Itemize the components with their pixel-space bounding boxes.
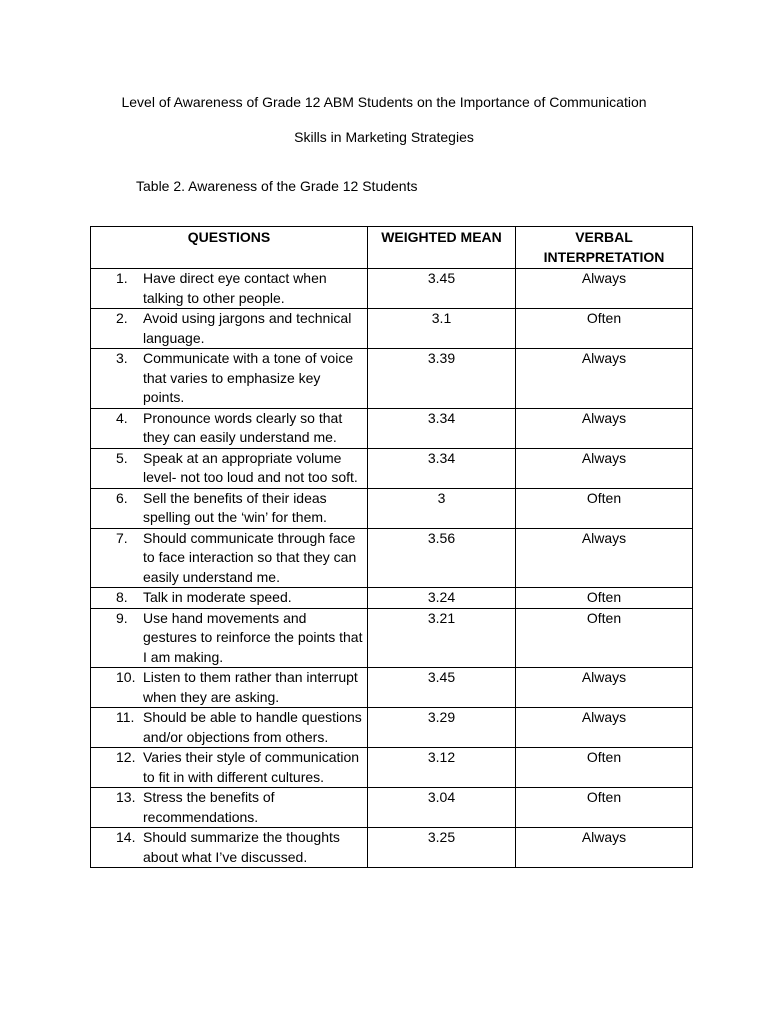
verbal-interpretation-cell: Always bbox=[516, 828, 693, 868]
table-caption: Table 2. Awareness of the Grade 12 Students bbox=[136, 178, 418, 194]
question-cell bbox=[91, 588, 368, 609]
question-number: 4. bbox=[116, 409, 128, 426]
question-item bbox=[91, 588, 367, 608]
question-cell bbox=[91, 528, 368, 588]
table-row bbox=[91, 349, 693, 409]
question-item bbox=[91, 668, 367, 707]
weighted-mean-cell: 3.56 bbox=[368, 528, 516, 588]
verbal-interpretation-cell: Often bbox=[516, 488, 693, 528]
header-verbal-interpretation: VERBAL INTERPRETATION bbox=[516, 227, 693, 269]
question-cell bbox=[91, 828, 368, 868]
question-item bbox=[91, 529, 367, 588]
weighted-mean-cell: 3.45 bbox=[368, 269, 516, 309]
question-number: 11. bbox=[116, 709, 135, 725]
weighted-mean-cell: 3.34 bbox=[368, 408, 516, 448]
question-number: 2. bbox=[116, 310, 128, 326]
table-row bbox=[91, 408, 693, 448]
question-number: 12. bbox=[116, 749, 136, 765]
question-item bbox=[91, 409, 367, 448]
question-cell bbox=[91, 448, 368, 488]
question-cell bbox=[91, 269, 368, 309]
table-row bbox=[91, 528, 693, 588]
question-number: 8. bbox=[116, 589, 128, 605]
verbal-interpretation-cell: Always bbox=[516, 708, 693, 748]
question-cell bbox=[91, 708, 368, 748]
table-row bbox=[91, 748, 693, 788]
question-text: Should communicate through face to face interaction so that they can easily understand me. bbox=[143, 529, 357, 585]
header-weighted-mean: WEIGHTED MEAN bbox=[368, 227, 516, 269]
question-number: 3. bbox=[116, 350, 128, 366]
question-number: 1. bbox=[116, 270, 128, 286]
question-item bbox=[91, 828, 367, 867]
table-row bbox=[91, 788, 693, 828]
question-cell bbox=[91, 668, 368, 708]
verbal-interpretation-cell: Often bbox=[516, 788, 693, 828]
question-text: Should summarize the thoughts about what I’ve discussed. bbox=[143, 829, 340, 865]
weighted-mean-cell: 3.45 bbox=[368, 668, 516, 708]
table-row bbox=[91, 608, 693, 668]
weighted-mean-cell: 3.39 bbox=[368, 349, 516, 409]
document-title-line-1: Level of Awareness of Grade 12 ABM Students on the Importance of Communication bbox=[121, 94, 647, 110]
weighted-mean-cell: 3.04 bbox=[368, 788, 516, 828]
question-item bbox=[91, 449, 367, 488]
header-questions: QUESTIONS bbox=[91, 227, 368, 269]
verbal-interpretation-cell: Always bbox=[516, 349, 693, 409]
verbal-interpretation-cell: Often bbox=[516, 588, 693, 609]
table-row bbox=[91, 828, 693, 868]
table-row bbox=[91, 588, 693, 609]
question-text: Listen to them rather than interrupt when they are asking. bbox=[143, 669, 358, 705]
table-body bbox=[91, 269, 693, 868]
question-cell bbox=[91, 488, 368, 528]
question-text: Talk in moderate speed. bbox=[143, 589, 292, 605]
question-cell bbox=[91, 349, 368, 409]
question-text: Should be able to handle questions and/or objections from others. bbox=[143, 709, 362, 745]
question-item bbox=[91, 269, 367, 308]
table-row bbox=[91, 708, 693, 748]
question-number: 14. bbox=[116, 829, 136, 845]
weighted-mean-cell: 3.12 bbox=[368, 748, 516, 788]
weighted-mean-cell: 3.29 bbox=[368, 708, 516, 748]
question-cell bbox=[91, 309, 368, 349]
question-cell bbox=[91, 748, 368, 788]
question-number: 5. bbox=[116, 449, 128, 466]
question-number: 13. bbox=[116, 789, 136, 805]
question-text: Avoid using jargons and technical language. bbox=[143, 310, 352, 346]
question-text: Pronounce words clearly so that they can easily understand me. bbox=[143, 409, 343, 445]
question-item bbox=[91, 788, 367, 827]
weighted-mean-cell: 3.25 bbox=[368, 828, 516, 868]
question-item bbox=[91, 349, 367, 408]
question-number: 10. bbox=[116, 669, 136, 685]
question-cell bbox=[91, 608, 368, 668]
table-row bbox=[91, 488, 693, 528]
question-text: Stress the benefits of recommendations. bbox=[143, 789, 275, 825]
question-item bbox=[91, 748, 367, 787]
question-item bbox=[91, 489, 367, 528]
question-cell bbox=[91, 408, 368, 448]
verbal-interpretation-cell: Often bbox=[516, 309, 693, 349]
table-row bbox=[91, 269, 693, 309]
verbal-interpretation-cell: Always bbox=[516, 528, 693, 588]
weighted-mean-cell: 3.21 bbox=[368, 608, 516, 668]
table-header-row bbox=[91, 227, 693, 269]
question-item bbox=[91, 609, 367, 668]
verbal-interpretation-cell: Often bbox=[516, 748, 693, 788]
weighted-mean-cell: 3.1 bbox=[368, 309, 516, 349]
table-row bbox=[91, 448, 693, 488]
question-cell bbox=[91, 788, 368, 828]
verbal-interpretation-cell: Always bbox=[516, 269, 693, 309]
document-title-line-2: Skills in Marketing Strategies bbox=[294, 129, 474, 145]
question-number: 7. bbox=[116, 529, 128, 546]
verbal-interpretation-cell: Always bbox=[516, 408, 693, 448]
verbal-interpretation-cell: Always bbox=[516, 448, 693, 488]
question-item bbox=[91, 708, 367, 747]
question-text: Have direct eye contact when talking to other people. bbox=[143, 270, 327, 306]
question-number: 6. bbox=[116, 489, 128, 506]
question-number: 9. bbox=[116, 609, 128, 626]
verbal-interpretation-cell: Always bbox=[516, 668, 693, 708]
question-text: Use hand movements and gestures to reinforce the points that I am making. bbox=[143, 609, 363, 665]
table-row bbox=[91, 668, 693, 708]
table-row bbox=[91, 309, 693, 349]
question-text: Sell the benefits of their ideas spelling out the ‘win’ for them. bbox=[143, 489, 327, 525]
weighted-mean-cell: 3.24 bbox=[368, 588, 516, 609]
weighted-mean-cell: 3 bbox=[368, 488, 516, 528]
question-text: Communicate with a tone of voice that varies to emphasize key points. bbox=[143, 350, 354, 405]
weighted-mean-cell: 3.34 bbox=[368, 448, 516, 488]
awareness-table bbox=[90, 226, 693, 868]
verbal-interpretation-cell: Often bbox=[516, 608, 693, 668]
question-text: Varies their style of communication to fit in with different cultures. bbox=[143, 749, 360, 785]
question-text: Speak at an appropriate volume level- not too loud and not too soft. bbox=[143, 449, 358, 485]
question-item bbox=[91, 309, 367, 348]
